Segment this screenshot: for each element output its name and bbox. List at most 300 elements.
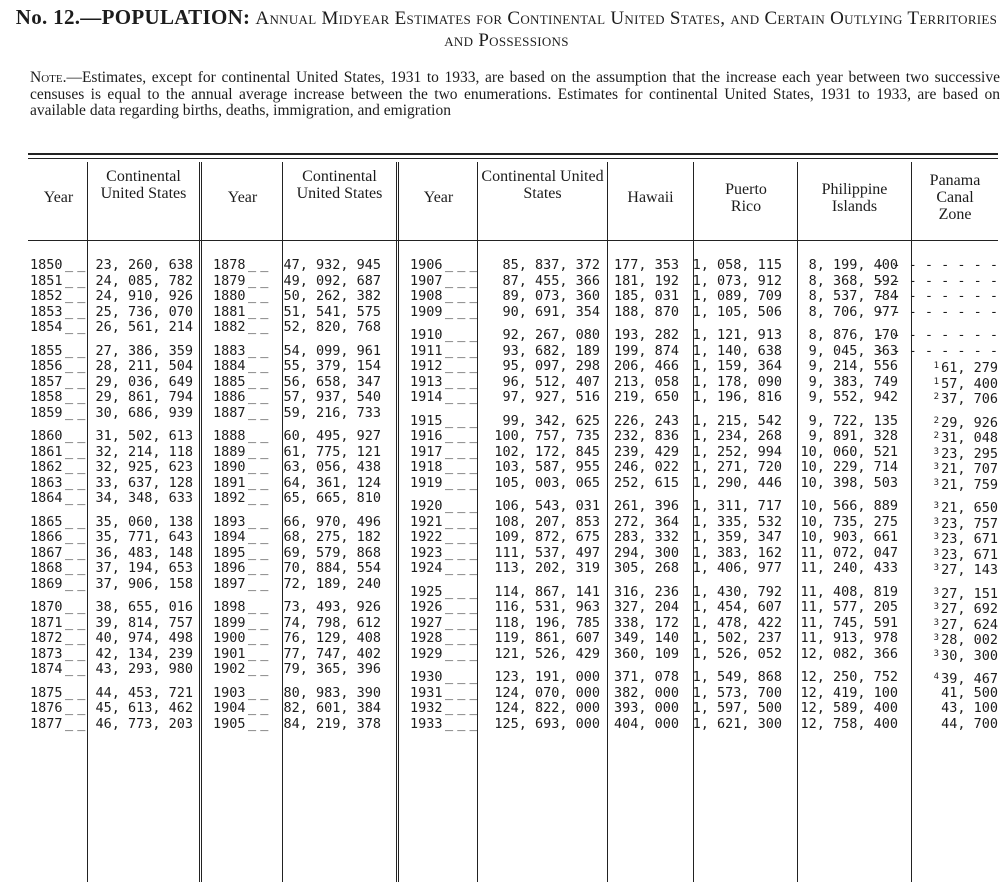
- table-row: [30, 476, 193, 492]
- table-row: [213, 375, 381, 391]
- panama-value: 28, 002: [941, 632, 998, 648]
- table-row: [213, 701, 381, 717]
- panama-value: 27, 151: [941, 585, 998, 602]
- leader-dots: _ _: [248, 272, 267, 289]
- footnote-marker: 3: [933, 532, 940, 542]
- continental-cell: 102, 172, 845: [494, 443, 600, 460]
- population-cell: 34, 348, 633: [95, 490, 193, 506]
- puerto-rico-cell: 1, 454, 607: [692, 599, 782, 615]
- leader-dots: _ _: [248, 661, 267, 677]
- hawaii-cell: 338, 172: [613, 614, 679, 631]
- table-row: [30, 616, 193, 632]
- year-cell: 1927: [410, 614, 443, 631]
- year-cell: 1915: [410, 412, 443, 429]
- table-row: [30, 546, 193, 562]
- year-cell: 1864: [30, 490, 63, 506]
- philippine-cell: 9, 722, 135: [808, 412, 898, 429]
- population-cell: 33, 637, 128: [95, 474, 193, 491]
- year-cell: 1880: [213, 288, 246, 304]
- footnote-marker: 3: [933, 446, 940, 457]
- year-cell: 1852: [30, 288, 63, 304]
- year-cell: 1912: [410, 358, 443, 374]
- puerto-rico-cell: 1, 121, 913: [692, 327, 782, 343]
- leader-dots: _ _: [248, 684, 267, 701]
- table-row: [30, 359, 193, 375]
- population-cell: 52, 820, 768: [283, 319, 381, 335]
- table-row: [410, 429, 998, 445]
- leader-dots: _ _: [248, 529, 267, 545]
- philippine-cell: 10, 735, 275: [800, 513, 898, 530]
- philippine-cell: 12, 082, 366: [800, 645, 898, 662]
- population-cell: 72, 189, 240: [283, 575, 381, 592]
- empty-dash: - - - - - - - -: [876, 257, 998, 273]
- leader-dots: _ _ _: [445, 544, 476, 561]
- year-cell: 1929: [410, 645, 443, 662]
- continental-cell: 90, 691, 354: [502, 303, 600, 320]
- philippine-cell: 10, 566, 889: [800, 498, 898, 514]
- philippine-cell: 10, 229, 714: [800, 459, 898, 475]
- year-cell: 1876: [30, 700, 63, 716]
- table-row: [410, 701, 998, 717]
- header-hawaii: Hawaii: [627, 189, 674, 206]
- philippine-cell: 12, 589, 400: [800, 700, 898, 716]
- leader-dots: _ _: [65, 544, 84, 561]
- puerto-rico-cell: 1, 478, 422: [692, 614, 782, 631]
- leader-dots: _ _ _: [445, 428, 476, 444]
- leader-dots: _ _: [248, 544, 267, 561]
- footnote-marker: 3: [933, 516, 940, 527]
- continental-cell: 111, 537, 497: [494, 544, 600, 561]
- leader-dots: _ _: [65, 614, 84, 631]
- year-cell: 1894: [213, 529, 246, 545]
- hawaii-cell: 188, 870: [613, 303, 679, 320]
- hawaii-cell: 246, 022: [613, 459, 679, 475]
- population-cell: 84, 219, 378: [283, 715, 381, 732]
- row-group: [30, 429, 193, 507]
- year-cell: 1857: [30, 373, 63, 390]
- footnote-marker: 3: [933, 462, 940, 472]
- leader-dots: _ _ _: [445, 272, 476, 289]
- population-cell: 35, 771, 643: [95, 529, 193, 545]
- year-cell: 1914: [410, 389, 443, 405]
- header-year-2: Year: [227, 189, 258, 206]
- table-row: [30, 561, 193, 577]
- table-row: [410, 359, 998, 375]
- year-cell: 1911: [410, 342, 443, 359]
- table-row: [213, 390, 381, 406]
- table-row: [213, 320, 381, 336]
- page-title: [14, 6, 999, 52]
- empty-dash: - - - - - - - -: [876, 272, 998, 289]
- year-cell: 1861: [30, 443, 63, 460]
- table-row: [410, 686, 998, 702]
- panama-value: 27, 692: [941, 601, 998, 617]
- continental-cell: 108, 207, 853: [494, 513, 600, 530]
- philippine-cell: 9, 045, 363: [808, 342, 898, 359]
- year-cell: 1865: [30, 513, 63, 530]
- population-cell: 50, 262, 382: [283, 288, 381, 304]
- population-cell: 73, 493, 926: [283, 599, 381, 615]
- panama-cell: [876, 328, 998, 344]
- puerto-rico-cell: 1, 383, 162: [692, 544, 782, 561]
- table-row: [30, 662, 193, 678]
- population-cell: 26, 561, 214: [95, 319, 193, 335]
- leader-dots: _ _: [248, 474, 267, 491]
- table-row: [30, 460, 193, 476]
- year-cell: 1862: [30, 459, 63, 475]
- table-row: [30, 289, 193, 305]
- puerto-rico-cell: 1, 159, 364: [692, 358, 782, 374]
- leader-dots: _ _: [248, 404, 267, 421]
- continental-cell: 116, 531, 963: [494, 599, 600, 615]
- population-cell: 61, 775, 121: [283, 443, 381, 460]
- leader-dots: _ _ _: [445, 645, 476, 662]
- year-cell: 1920: [410, 498, 443, 514]
- hawaii-cell: 252, 615: [613, 474, 679, 491]
- leader-dots: _ _: [65, 303, 84, 320]
- population-cell: 63, 056, 438: [283, 459, 381, 475]
- puerto-rico-cell: 1, 502, 237: [692, 630, 782, 646]
- continental-cell: 123, 191, 000: [494, 669, 600, 685]
- leader-dots: _ _: [65, 389, 84, 405]
- leader-dots: _ _: [65, 599, 84, 615]
- year-cell: 1913: [410, 373, 443, 390]
- population-cell: 45, 613, 462: [95, 700, 193, 716]
- leader-dots: _ _ _: [445, 560, 476, 576]
- population-cell: 31, 502, 613: [95, 428, 193, 444]
- hawaii-cell: 181, 192: [613, 272, 679, 289]
- year-cell: 1871: [30, 614, 63, 631]
- population-cell: 37, 906, 158: [95, 575, 193, 592]
- population-cell: 76, 129, 408: [283, 630, 381, 646]
- population-cell: 59, 216, 733: [283, 404, 381, 421]
- panama-cell: [876, 258, 998, 274]
- leader-dots: _ _: [65, 358, 84, 374]
- year-cell: 1931: [410, 684, 443, 701]
- footnote-marker: 3: [933, 586, 940, 597]
- population-cell: 69, 579, 868: [283, 544, 381, 561]
- leader-dots: _ _ _: [445, 257, 476, 273]
- panama-value: 57, 400: [941, 375, 998, 392]
- leader-dots: _ _ _: [445, 599, 476, 615]
- population-cell: 27, 386, 359: [95, 342, 193, 359]
- hawaii-cell: 404, 000: [613, 715, 679, 732]
- table-row: [410, 274, 998, 290]
- puerto-rico-cell: 1, 215, 542: [692, 412, 782, 429]
- continental-cell: 106, 543, 031: [494, 498, 600, 514]
- panama-cell: [934, 390, 998, 408]
- table-row: [410, 460, 998, 476]
- table-row: [30, 491, 193, 507]
- year-cell: 1900: [213, 630, 246, 646]
- table-row: [213, 429, 381, 445]
- population-cell: 74, 798, 612: [283, 614, 381, 631]
- leader-dots: _ _: [248, 358, 267, 374]
- footnote-marker: 3: [933, 477, 940, 488]
- table-row: [30, 600, 193, 616]
- year-cell: 1882: [213, 319, 246, 335]
- population-cell: 44, 453, 721: [95, 684, 193, 701]
- table-row: [213, 530, 381, 546]
- hawaii-cell: 349, 140: [613, 630, 679, 646]
- panama-cell: [934, 476, 998, 494]
- hawaii-cell: 371, 078: [613, 669, 679, 685]
- leader-dots: _ _ _: [445, 700, 476, 716]
- panama-value: 21, 650: [941, 500, 998, 516]
- table-row: [410, 289, 998, 305]
- year-cell: 1891: [213, 474, 246, 491]
- table-row: [213, 616, 381, 632]
- leader-dots: _ _: [248, 443, 267, 460]
- row-group: [410, 414, 998, 492]
- leader-dots: _ _: [248, 303, 267, 320]
- population-cell: 68, 275, 182: [283, 529, 381, 545]
- panel-rule: [199, 162, 202, 882]
- year-cell: 1868: [30, 560, 63, 576]
- population-cell: 56, 658, 347: [283, 373, 381, 390]
- year-cell: 1874: [30, 661, 63, 677]
- hawaii-cell: 294, 300: [613, 544, 679, 561]
- leader-dots: _ _: [248, 599, 267, 615]
- population-cell: 32, 214, 118: [95, 443, 193, 460]
- year-cell: 1916: [410, 428, 443, 444]
- population-cell: 49, 092, 687: [283, 272, 381, 289]
- table-row: [213, 344, 381, 360]
- population-cell: 55, 379, 154: [283, 358, 381, 374]
- leader-dots: _ _: [248, 389, 267, 405]
- top-rule: [28, 153, 998, 155]
- leader-dots: _ _ _: [445, 529, 476, 545]
- hawaii-cell: 232, 836: [613, 428, 679, 444]
- year-cell: 1886: [213, 389, 246, 405]
- panama-value: 23, 295: [941, 445, 998, 462]
- row-group: [410, 258, 998, 320]
- puerto-rico-cell: 1, 089, 709: [692, 288, 782, 304]
- panama-cell: [876, 305, 998, 321]
- row-group: [410, 328, 998, 406]
- hawaii-cell: 360, 109: [613, 645, 679, 662]
- panama-value: 21, 707: [941, 461, 998, 477]
- table-row: [410, 258, 998, 274]
- population-cell: 42, 134, 239: [95, 645, 193, 662]
- table-row: [30, 429, 193, 445]
- row-group: [30, 686, 193, 733]
- continental-cell: 119, 861, 607: [494, 630, 600, 646]
- leader-dots: _ _ _: [445, 614, 476, 631]
- table-row: [30, 274, 193, 290]
- leader-dots: _ _: [248, 614, 267, 631]
- row-group: [213, 429, 381, 507]
- footnote-marker: 3: [933, 602, 940, 612]
- year-cell: 1933: [410, 715, 443, 732]
- panama-value: 61, 279: [941, 360, 998, 376]
- leader-dots: _ _: [248, 373, 267, 390]
- panama-value: 37, 706: [941, 391, 998, 407]
- year-cell: 1924: [410, 560, 443, 576]
- footnote-marker: 3: [933, 547, 940, 558]
- leader-dots: _ _: [65, 474, 84, 491]
- panama-cell: [941, 686, 998, 702]
- leader-dots: _ _: [248, 630, 267, 646]
- population-cell: 29, 861, 794: [95, 389, 193, 405]
- year-cell: 1850: [30, 257, 63, 273]
- panama-value: 23, 757: [941, 515, 998, 532]
- year-cell: 1860: [30, 428, 63, 444]
- year-cell: 1907: [410, 272, 443, 289]
- panama-cell: [941, 717, 998, 733]
- leader-dots: _ _: [248, 257, 267, 273]
- year-cell: 1903: [213, 684, 246, 701]
- hawaii-cell: 206, 466: [613, 358, 679, 374]
- population-cell: 43, 293, 980: [95, 661, 193, 677]
- continental-cell: 113, 202, 319: [494, 560, 600, 576]
- leader-dots: _ _ _: [445, 342, 476, 359]
- continental-cell: 105, 003, 065: [494, 474, 600, 491]
- year-cell: 1919: [410, 474, 443, 491]
- panama-value: 31, 048: [941, 430, 998, 446]
- table-row: [213, 717, 381, 733]
- continental-cell: 124, 070, 000: [494, 684, 600, 701]
- philippine-cell: 9, 552, 942: [808, 389, 898, 405]
- header-continental-2: Continental United States: [296, 168, 383, 202]
- population-cell: 51, 541, 575: [283, 303, 381, 320]
- panama-value: 23, 671: [941, 531, 998, 547]
- population-cell: 35, 060, 138: [95, 513, 193, 530]
- year-cell: 1855: [30, 342, 63, 359]
- puerto-rico-cell: 1, 549, 868: [692, 669, 782, 685]
- philippine-cell: 10, 060, 521: [800, 443, 898, 460]
- table-row: [213, 546, 381, 562]
- continental-cell: 124, 822, 000: [494, 700, 600, 716]
- footnote-marker: 2: [933, 431, 940, 441]
- leader-dots: _ _: [65, 715, 84, 732]
- year-cell: 1896: [213, 560, 246, 576]
- hawaii-cell: 327, 204: [613, 599, 679, 615]
- year-cell: 1908: [410, 288, 443, 304]
- leader-dots: _ _: [65, 373, 84, 390]
- table-row: [410, 445, 998, 461]
- year-cell: 1909: [410, 303, 443, 320]
- footnote-marker: 3: [933, 633, 940, 643]
- table-row: [213, 274, 381, 290]
- panama-value: 27, 624: [941, 616, 998, 633]
- table-row: [213, 561, 381, 577]
- table-row: [410, 515, 998, 531]
- continental-cell: 85, 837, 372: [502, 257, 600, 273]
- table-row: [30, 530, 193, 546]
- year-cell: 1863: [30, 474, 63, 491]
- year-cell: 1854: [30, 319, 63, 335]
- table-row: [410, 328, 998, 344]
- philippine-cell: 11, 913, 978: [800, 630, 898, 646]
- hawaii-cell: 316, 236: [613, 583, 679, 600]
- table-row: [213, 631, 381, 647]
- year-cell: 1922: [410, 529, 443, 545]
- table-row: [213, 445, 381, 461]
- leader-dots: _ _: [248, 342, 267, 359]
- panel-rule: [396, 162, 399, 882]
- leader-dots: _ _ _: [445, 715, 476, 732]
- puerto-rico-cell: 1, 311, 717: [692, 498, 782, 514]
- year-cell: 1892: [213, 490, 246, 506]
- population-cell: 57, 937, 540: [283, 389, 381, 405]
- philippine-cell: 11, 072, 047: [800, 544, 898, 561]
- population-cell: 24, 085, 782: [95, 272, 193, 289]
- table-number: No. 12.—POPULATION:: [15, 5, 251, 29]
- empty-dash: - - - - - - - -: [876, 303, 998, 320]
- philippine-cell: 8, 537, 784: [808, 288, 898, 304]
- leader-dots: _ _: [65, 342, 84, 359]
- hawaii-cell: 239, 429: [613, 443, 679, 460]
- footnote-marker: 1: [933, 376, 940, 387]
- panama-value: 39, 467: [941, 671, 998, 687]
- population-cell: 82, 601, 384: [283, 700, 381, 716]
- population-cell: 39, 814, 757: [95, 614, 193, 631]
- table-row: [213, 515, 381, 531]
- year-cell: 1875: [30, 684, 63, 701]
- philippine-cell: 12, 250, 752: [800, 669, 898, 685]
- year-cell: 1877: [30, 715, 63, 732]
- table-row: [30, 406, 193, 422]
- panama-cell: [876, 344, 998, 360]
- panama-cell: [934, 647, 998, 665]
- leader-dots: _ _: [248, 560, 267, 576]
- philippine-cell: 10, 398, 503: [800, 474, 898, 491]
- table-row: [410, 600, 998, 616]
- puerto-rico-cell: 1, 073, 912: [692, 272, 782, 289]
- leader-dots: _ _ _: [445, 684, 476, 701]
- table-row: [213, 600, 381, 616]
- leader-dots: _ _ _: [445, 459, 476, 475]
- header-continental-3: Continental United States: [481, 168, 604, 202]
- year-cell: 1851: [30, 272, 63, 289]
- population-cell: 66, 970, 496: [283, 513, 381, 530]
- leader-dots: _ _: [65, 490, 84, 506]
- year-cell: 1895: [213, 544, 246, 561]
- row-group: [30, 515, 193, 593]
- note-text: —Estimates, except for continental United States, 1931 to 1933, are based on the assumption that the increase each year between two successive censuses is equal to the annual average increase between the two enumerations. Estimates for continental United States, 1931 to 1933, are based on available data regarding births, deaths, immigration, and emigration: [30, 69, 1000, 119]
- continental-cell: 95, 097, 298: [502, 358, 600, 374]
- philippine-cell: 11, 240, 433: [800, 560, 898, 576]
- continental-cell: 92, 267, 080: [502, 327, 600, 343]
- table-row: [410, 530, 998, 546]
- puerto-rico-cell: 1, 105, 506: [692, 303, 782, 320]
- table-row: [410, 476, 998, 492]
- population-cell: 24, 910, 926: [95, 288, 193, 304]
- population-cell: 23, 260, 638: [95, 257, 193, 273]
- table-row: [410, 414, 998, 430]
- year-cell: 1905: [213, 715, 246, 732]
- puerto-rico-cell: 1, 234, 268: [692, 428, 782, 444]
- year-cell: 1883: [213, 342, 246, 359]
- footnote-marker: 3: [933, 563, 940, 573]
- panama-cell: [876, 289, 998, 305]
- year-cell: 1889: [213, 443, 246, 460]
- hawaii-cell: 199, 874: [613, 342, 679, 359]
- year-cell: 1853: [30, 303, 63, 320]
- table-row: [410, 305, 998, 321]
- puerto-rico-cell: 1, 252, 994: [692, 443, 782, 460]
- row-group: [410, 670, 998, 732]
- table-row: [410, 561, 998, 577]
- puerto-rico-cell: 1, 335, 532: [692, 513, 782, 530]
- leader-dots: _ _: [65, 272, 84, 289]
- year-cell: 1878: [213, 257, 246, 273]
- year-cell: 1884: [213, 358, 246, 374]
- table-row: [410, 344, 998, 360]
- header-philippine-islands: Philippine Islands: [821, 181, 888, 215]
- leader-dots: _ _: [65, 630, 84, 646]
